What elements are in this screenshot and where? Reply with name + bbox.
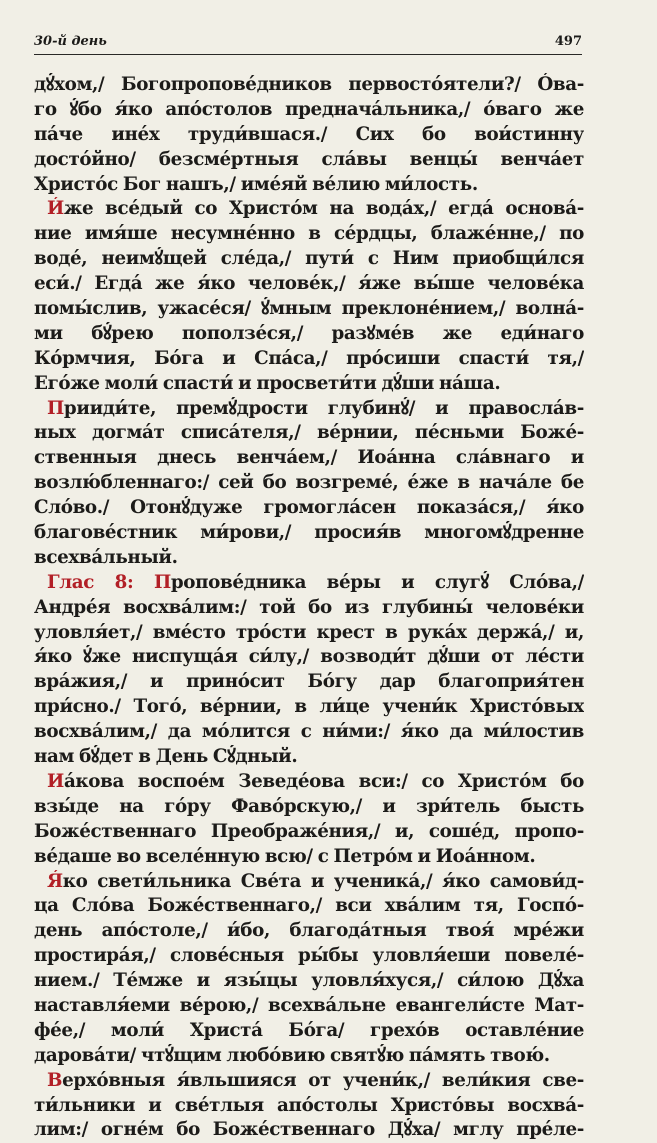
text-line [34,845,584,870]
text-line [34,446,584,471]
line-text: Его́же моли́ спасти́ и просвети́ти дꙋ́ши нáша. [34,372,501,394]
text-body [34,73,584,1143]
header-day: 30-й день [34,34,107,49]
text-line [34,645,584,670]
text-line [34,596,584,621]
line-text: простирáя,/ слове́сныя ры́бы уловля́еши повеле́- [34,945,584,967]
line-text: ных догмáт списáтеля,/ ве́рнии, пе́сньми Боже́- [34,422,584,444]
text-line [34,720,584,745]
line-text: благове́стник ми́рови,/ просия́в многомꙋ́дренне [34,522,584,544]
text-line [34,1044,584,1069]
text-line [34,919,584,944]
line-text: нием./ Те́мже и язы́цы уловля́хуся,/ си́лою Дꙋ́ха [34,970,584,992]
text-line [34,770,584,795]
red-initial: И [47,198,64,220]
line-text: ропове́дника ве́ры и слугꙋ́ Сло́ва,/ [170,571,584,593]
line-text: наставля́еми ве́рою,/ всехвáльне евангели́сте Мат- [34,994,584,1016]
line-text: ерхо́вныя я́вльшияся от учени́к,/ вели́кия све- [62,1069,584,1091]
line-text: Андре́я восхвáлим:/ той бо из глубины́ челове́ки [34,596,584,618]
running-header [34,34,582,55]
line-text: при́сно./ Того́, ве́рнии, в ли́це учени́к Христо́вых [34,696,584,718]
text-line [34,247,584,272]
text-line [34,222,584,247]
line-text: восхвáлим,/ да мо́лится с ни́ми:/ я́ко да ми́лостив [34,721,584,743]
text-line [34,123,584,148]
line-text: Боже́ственнаго Преображе́ния,/ и, соше́д, пропо- [34,820,584,842]
text-line [34,894,584,919]
red-initial: В [47,1069,63,1091]
line-text: лим:/ огне́м бо Боже́ственнаго Дꙋ́ха/ мглу пре́ле- [34,1119,584,1141]
line-text: фе́е,/ моли́ Христá Бо́га/ грехо́в оставле́ние [34,1019,584,1041]
line-text: пáче ине́х труди́вшася./ Сих бо вои́стинну [34,123,584,145]
text-line [34,969,584,994]
text-line [34,297,584,322]
red-initial: Я [47,870,63,892]
line-text: ственныя днесь венчáем,/ Иоáнна слáвнаго и [34,447,584,469]
line-text: ца Сло́ва Боже́ственнаго,/ вси хвáлим тя, Госпо́- [34,895,584,917]
tone-rubric: Глас 8: [47,571,154,593]
text-line [34,98,584,123]
text-line [34,1069,584,1094]
text-line [34,571,584,596]
line-text: ве́даше во вселе́нную всю/ с Петро́м и Иоáнном. [34,845,536,867]
line-text: помы́слив, ужасе́ся/ ꙋ́мным преклоне́нием,/ волнá- [34,298,584,320]
line-text: ́же все́дый со Христо́м на водáх,/ егдá основá- [63,198,584,220]
text-line [34,521,584,546]
text-line [34,496,584,521]
line-text: рииди́те, премꙋ́дрости глубинꙋ́/ и правослáв- [63,397,584,419]
line-text: водé, неимꙋ́щей сле́да,/ пути́ с Ним приобщи́лся [34,248,584,270]
line-text: Христо́с Бог нашъ,/ име́яй ве́лию ми́лость. [34,173,478,195]
line-text: день апо́столе,/ и́бо, благодáтныя твоя́ мре́жи [34,920,584,942]
text-line [34,372,584,397]
text-line [34,197,584,222]
text-line [34,421,584,446]
line-text: достóйно/ безсме́ртныя слáвы венцы́ венчáет [34,148,584,170]
text-line [34,322,584,347]
red-initial: П [47,397,64,419]
red-initial: И [47,770,64,792]
text-line [34,695,584,720]
text-line [34,870,584,895]
line-text: всехвáльный. [34,546,178,568]
line-text: дꙋ́хом,/ Богопропове́дников первосто́ятели?/ О́ва- [34,74,584,95]
text-line [34,272,584,297]
text-line [34,820,584,845]
text-line [34,745,584,770]
red-initial: П [153,571,171,593]
text-line [34,148,584,173]
text-line [34,546,584,571]
line-text: взы́де на го́ру Фаво́рскую,/ и зри́тель бысть [34,795,584,817]
text-line [34,1094,584,1119]
text-line [34,73,584,98]
text-line [34,397,584,422]
line-text: я́ко ꙋ́же ниспущáя си́лу,/ возводи́т дꙋ́ши от ле́сти [34,646,584,668]
text-line [34,471,584,496]
line-text: ти́льники и све́тлыя апо́столы Христо́вы восхвá- [34,1094,584,1116]
text-line [34,173,584,198]
line-text: уловля́ет,/ вме́сто тро́сти крест в рукáх держá,/ и, [34,621,584,643]
text-line [34,944,584,969]
text-line [34,994,584,1019]
text-line [34,1019,584,1044]
text-line [34,347,584,372]
page-number: 497 [554,34,582,49]
line-text: Сло́во./ Отонꙋ́дуже громоглáсен показáся,/ я́ко [34,497,584,519]
line-text: ние имя́ше несумне́нно в се́рдцы, блаже́нне,/ по [34,223,584,245]
line-text: Ко́рмчия, Бо́га и Спáса,/ про́сиши спасти́ тя,/ [34,347,584,369]
line-text: áкова воспое́м Зеведе́ова вси:/ со Христо́м бо [63,770,584,792]
text-line [34,795,584,820]
line-text: врáжия,/ и прино́сит Бо́гу дар благоприя́тен [34,671,584,693]
line-text: возлю́бленнаго:/ сей бо возгреме́, е́же в начáле бе [34,472,584,494]
line-text: ́ко свети́льника Све́та и ученикá,/ я́ко самови́д- [62,870,584,892]
text-line [34,670,584,695]
text-line [34,621,584,646]
line-text: даровáти/ чтꙋ́щим любо́вию святꙋ́ю пáмять твою́. [34,1044,550,1066]
line-text: нам бꙋ́дет в День Сꙋ́дный. [34,746,298,768]
text-line [34,1118,584,1143]
line-text: ми бꙋ́рею поползе́ся,/ разꙋме́в же еди́наго [34,322,584,344]
line-text: еси́./ Егдá же я́ко челове́к,/ я́же вы́ше челове́ка [34,273,584,295]
line-text: го ꙋ́бо я́ко апо́столов предначáльника,/ о́ваго же [34,98,584,120]
